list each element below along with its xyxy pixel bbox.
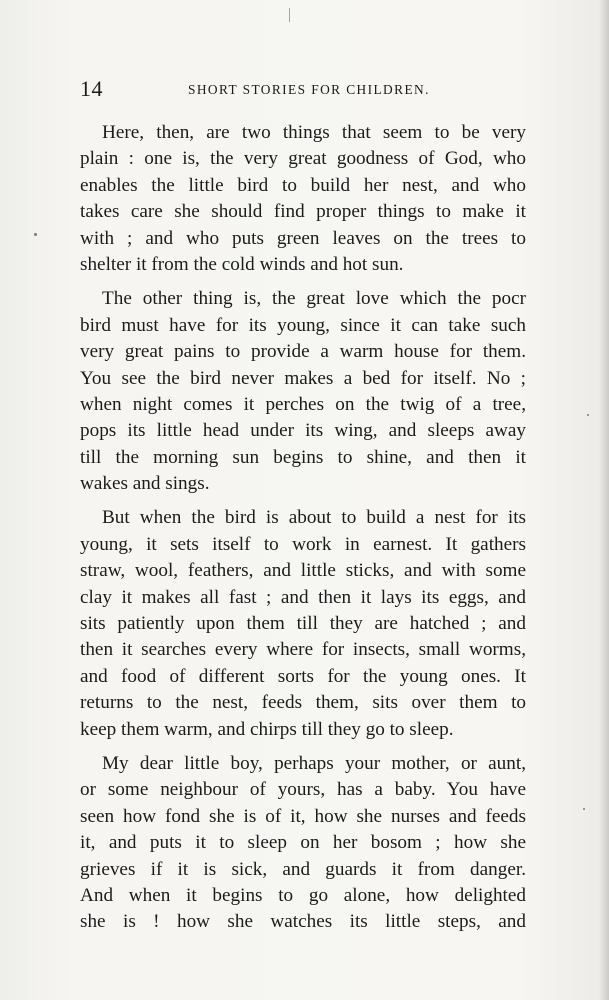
text-line: grieves if it is sick, and guards it from danger.: [80, 858, 526, 880]
speck: [583, 808, 585, 810]
text-line: plain : one is, the very great goodness of God, who: [80, 148, 526, 170]
text-line: clay it makes all fast ; and then it lays its eggs, and: [80, 586, 526, 608]
paragraph: [80, 751, 526, 936]
text-line: sits patiently upon them till they are hatched ; and: [80, 613, 526, 635]
text-line: And when it begins to go alone, how delighted: [80, 884, 526, 906]
text-line: shelter it from the cold winds and hot sun.: [80, 253, 404, 275]
running-head: SHORT STORIES FOR CHILDREN.: [188, 82, 430, 97]
text-line: and food of different sorts for the young ones. It: [80, 665, 526, 687]
text-line: takes care she should find proper things to make it: [80, 201, 526, 223]
page-number: 14: [80, 76, 103, 101]
page-header: [80, 76, 526, 104]
page-edge-shadow: [599, 0, 609, 1000]
text-line: wakes and sings.: [80, 473, 210, 495]
text-line: bird must have for its young, since it can take such: [80, 314, 526, 336]
text-line: straw, wool, feathers, and little sticks, and with some: [80, 560, 526, 582]
text-line: or some neighbour of yours, has a baby. You have: [80, 779, 526, 801]
text-line: it, and puts it to sleep on her bosom ; how she: [80, 832, 526, 854]
text-line: till the morning sun begins to shine, and then it: [80, 446, 526, 468]
text-line: Here, then, are two things that seem to be very: [102, 122, 526, 143]
text-line: enables the little bird to build her nest, and who: [80, 174, 526, 196]
text-line: she is ! how she watches its little steps, and: [80, 911, 526, 933]
text-line: You see the bird never makes a bed for itself. No ;: [80, 367, 526, 389]
text-line: But when the bird is about to build a nest for its: [102, 507, 526, 529]
text-line: returns to the nest, feeds them, sits over them to: [80, 692, 526, 714]
speck: [587, 414, 589, 416]
text-line: very great pains to provide a warm house for them.: [80, 341, 526, 363]
text-line: when night comes it perches on the twig of a tree,: [80, 393, 526, 415]
print-mark: [289, 8, 290, 22]
text-line: young, it sets itself to work in earnest. It gathers: [80, 533, 526, 555]
text-line: The other thing is, the great love which the pocr: [102, 288, 526, 310]
text-line: with ; and who puts green leaves on the trees to: [80, 227, 526, 249]
paragraph: [80, 286, 526, 497]
text-line: seen how fond she is of it, how she nurses and feeds: [80, 805, 526, 827]
speck: [34, 233, 37, 236]
text-line: pops its little head under its wing, and sleeps away: [80, 420, 526, 442]
paragraph: [80, 120, 526, 278]
paragraph: [80, 505, 526, 743]
text-line: then it searches every where for insects, small worms,: [80, 639, 526, 661]
text-line: keep them warm, and chirps till they go to sleep.: [80, 718, 454, 740]
text-line: My dear little boy, perhaps your mother, or aunt,: [102, 752, 526, 774]
page-body: [80, 120, 526, 936]
